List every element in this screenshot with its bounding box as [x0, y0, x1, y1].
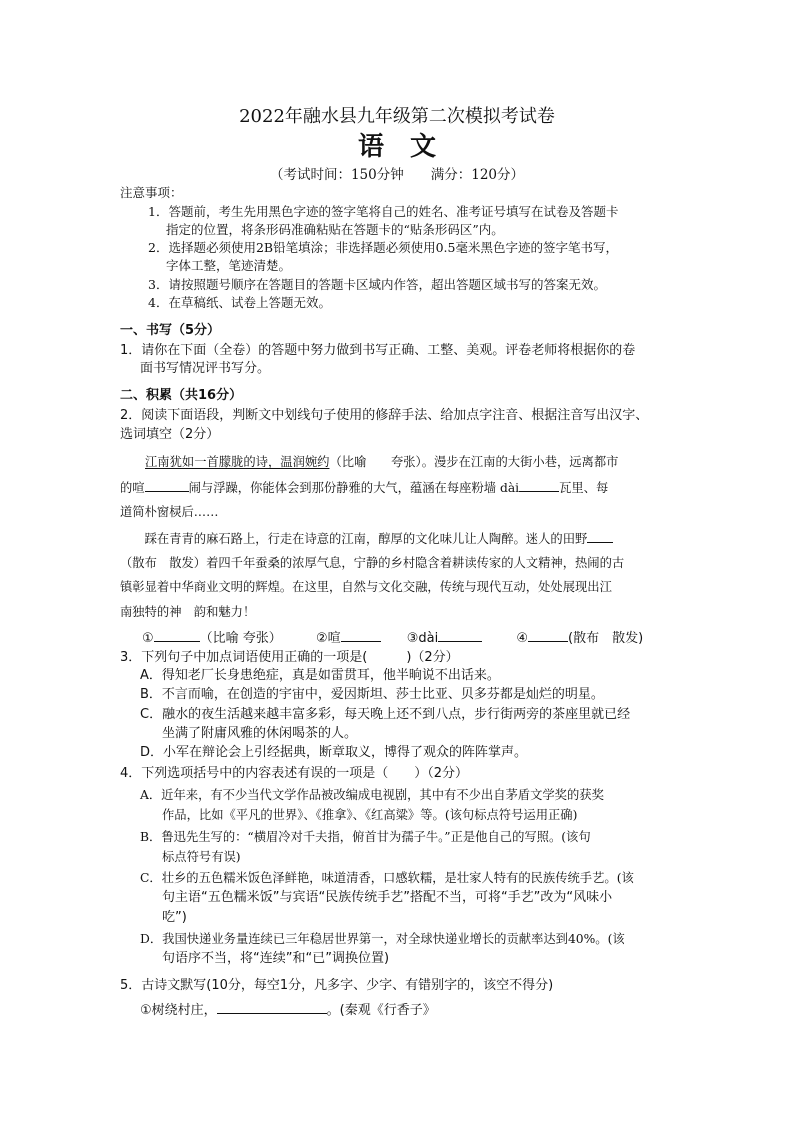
passage-line: （散布 散发）着四千年蚕桑的浓厚气息，宁静的乡村隐含着耕读传家的人文精神，热闹的古: [120, 556, 625, 570]
option-b: B．不言而喻，在创造的宇宙中，爱因斯坦、莎士比亚、贝多芬都是灿烂的明星。: [140, 687, 604, 702]
answer-blank[interactable]: [587, 530, 613, 543]
notice-item: 4．在草稿纸、试卷上答题无效。: [148, 295, 331, 310]
option-b-cont: 标点符号有误): [162, 850, 241, 864]
notice-item: 2．选择题必须使用2B铅笔填涂；非选择题必须使用0.5毫米黑色字迹的签字笔书写，: [148, 240, 618, 255]
option-d-cont: 句语序不当，将“连续”和“已”调换位置): [162, 951, 390, 966]
section1-heading: 一、书写（5分）: [120, 323, 221, 338]
answer-row: ① （比喻 夸张） ②喧 ③dài ④ (散布 散发): [142, 631, 644, 646]
notice-item: 1．答题前，考生先用黑色字迹的签字笔将自己的姓名、准考证号填写在试卷及答题卡: [148, 204, 619, 219]
option-c-cont: 句主语“五色糯米饭”与宾语“民族传统手艺”搭配不当，可将“手艺”改为“风味小: [162, 890, 613, 905]
question-1: 1．请你在下面（全卷）的答题中努力做到书写正确、工整、美观。评卷老师将根据你的卷: [120, 343, 636, 358]
passage-line: 的喧 闹与浮躁，你能体会到那份静雅的大气，蕴涵在每座粉墙 dài 瓦里、每: [120, 481, 609, 495]
exam-title: 2022年融水县九年级第二次模拟考试卷: [239, 106, 555, 127]
question-2: 2．阅读下面语段，判断文中划线句子使用的修辞手法、给加点字注音、根据注音写出汉字、: [120, 408, 649, 423]
option-c-cont: 坐满了附庸风雅的休闲喝茶的人。: [162, 726, 358, 741]
answer-blank[interactable]: [154, 629, 200, 642]
answer-blank[interactable]: [528, 629, 568, 642]
section2-heading: 二、积累（共16分）: [120, 388, 243, 403]
answer-blank[interactable]: [145, 479, 189, 492]
underlined-sentence: 江南犹如一首朦胧的诗，温润婉约: [145, 455, 330, 469]
notice-item: 3．请按照题号顺序在答题目的答题卡区域内作答，超出答题区域书写的答案无效。: [148, 277, 606, 292]
option-d: D．小军在辩论会上引经据典，断章取义，博得了观众的阵阵掌声。: [140, 745, 528, 760]
notice-item: 指定的位置，将条形码准确粘贴在答题卡的“贴条形码区”内。: [166, 222, 504, 237]
answer-blank[interactable]: [519, 479, 559, 492]
subject-title: 语文: [357, 132, 462, 162]
question-5: 5．古诗文默写(10分，每空1分，凡多字、少字、有错别字的，该空不得分): [120, 978, 554, 993]
passage-line: 镇彰显着中华商业文明的辉煌。在这里，自然与文化交融，传统与现代互动，处处展现出江: [120, 580, 612, 594]
answer-blank[interactable]: [341, 629, 381, 642]
question-4: 4．下列选项括号中的内容表述有误的一项是（ ）（2分）: [120, 766, 469, 781]
option-a: A．近年来，有不少当代文学作品被改编成电视剧，其中有不少出自茅盾文学奖的获奖: [140, 788, 604, 802]
option-a-cont: 作品，比如《平凡的世界》、《推拿》、《红高粱》等。(该句标点符号运用正确): [162, 808, 578, 822]
exam-info: （考试时间：150分钟 满分：120分）: [269, 167, 525, 183]
answer-blank[interactable]: [438, 629, 482, 642]
passage-line: 南独特的神 韵和魅力！: [120, 605, 256, 619]
option-c: C．融水的夜生活越来越丰富多彩，每天晚上还不到八点，步行街两旁的茶座里就已经: [140, 707, 631, 722]
question-1-cont: 面书写情况评书写分。: [140, 361, 271, 376]
option-a: A．得知老厂长身患绝症，真是如雷贯耳，他半晌说不出话来。: [140, 668, 500, 683]
option-c-cont: 吃”): [162, 910, 187, 925]
question-2-cont: 选词填空（2分）: [120, 427, 220, 442]
option-c: C．壮乡的五色糯米饭色泽鲜艳，味道清香，口感软糯，是壮家人特有的民族传统手艺。(该: [140, 871, 634, 885]
notice-heading: 注意事项：: [120, 185, 183, 200]
passage-line: 踩在青青的麻石路上，行走在诗意的江南，醇厚的文化味儿让人陶醉。迷人的田野: [120, 530, 613, 548]
passage-line: 江南犹如一首朦胧的诗，温润婉约（比喻 夸张）。漫步在江南的大街小巷，远离都市: [145, 455, 619, 469]
passage-line: 道简朴窗棂后……: [120, 505, 219, 519]
recitation-line: ①树绕村庄， 。(秦观《行香子》: [140, 1003, 436, 1018]
notice-item: 字体工整，笔迹清楚。: [166, 258, 292, 273]
question-3: 3．下列句子中加点词语使用正确的一项是( )（2分）: [120, 650, 459, 665]
option-d: D．我国快递业务量连续已三年稳居世界第一，对全球快递业增长的贡献率达到40%。(该: [140, 932, 625, 946]
option-b: B．鲁迅先生写的：“横眉冷对千夫指，俯首甘为孺子牛。”正是他自己的写照。(该句: [140, 830, 591, 844]
answer-blank[interactable]: [217, 1001, 327, 1014]
